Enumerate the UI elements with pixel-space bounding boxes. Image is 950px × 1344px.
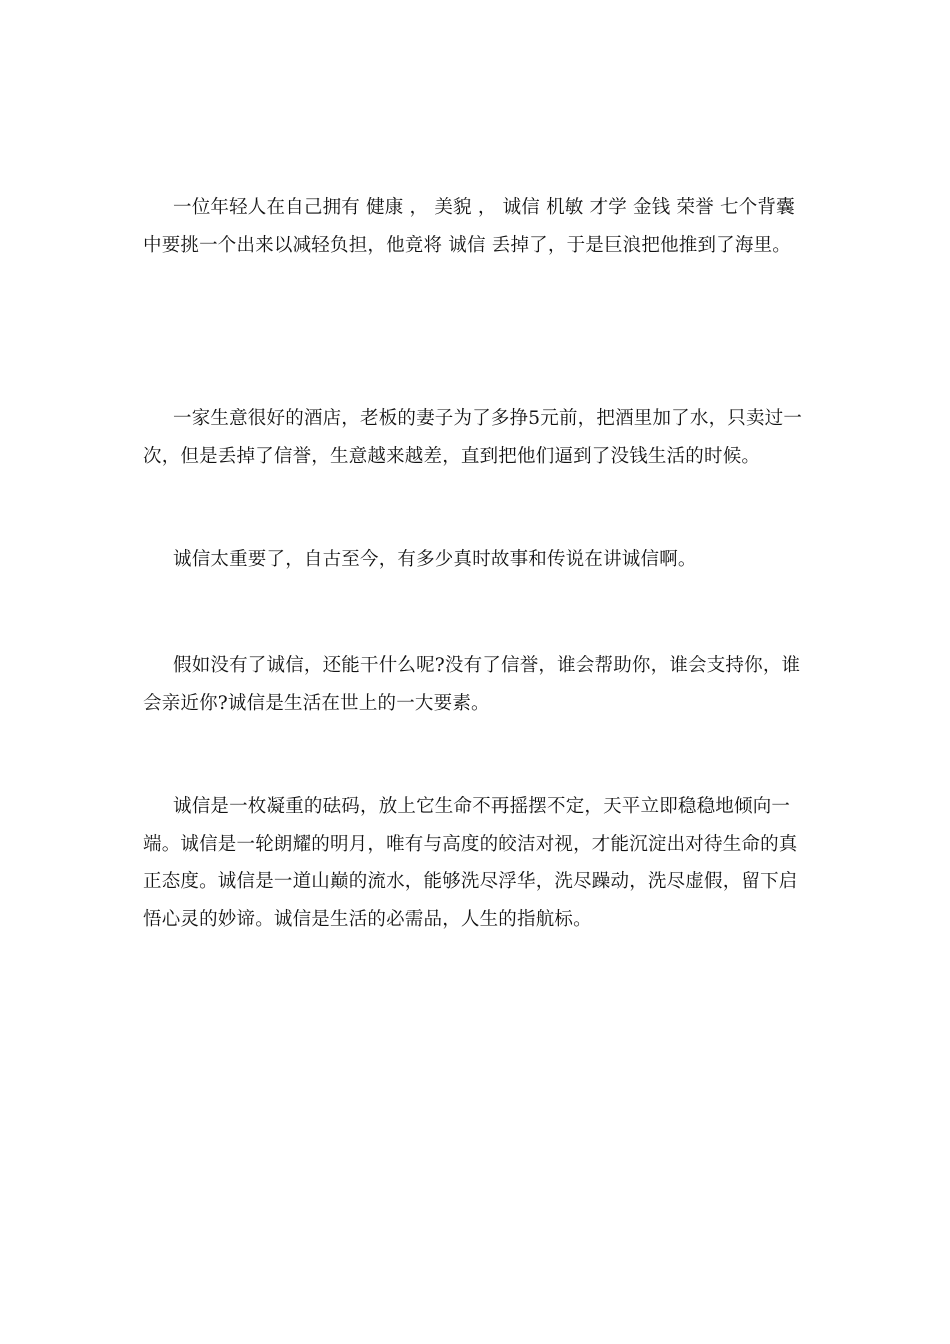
- paragraph-1: 一位年轻人在自己拥有 健康 ， 美貌 ， 诚信 机敏 才学 金钱 荣誉 七个背囊中要挑一个出来以减轻负担，他竟将 诚信 丢掉了，于是巨浪把他推到了海里。: [143, 197, 795, 256]
- paragraph-2: 一家生意很好的酒店，老板的妻子为了多挣5元前，把酒里加了水，只卖过一次，但是丢掉了信誉，生意越来越差，直到把他们逼到了没钱生活的时候。: [143, 408, 803, 467]
- paragraph-4: 假如没有了诚信，还能干什么呢?没有了信誉，谁会帮助你，谁会支持你，谁会亲近你?诚信是生活在世上的一大要素。: [143, 655, 801, 714]
- paragraph-5: 诚信是一枚凝重的砝码，放上它生命不再摇摆不定，天平立即稳稳地倾向一端。诚信是一轮朗耀的明月，唯有与高度的皎洁对视，才能沉淀出对待生命的真正态度。诚信是一道山巅的流水，能够洗尽浮华，洗尽躁动，洗尽虚假，留下启悟心灵的妙谛。诚信是生活的必需品，人生的指航标。: [143, 796, 798, 930]
- paragraph-3: 诚信太重要了，自古至今，有多少真时故事和传说在讲诚信啊。: [173, 549, 697, 570]
